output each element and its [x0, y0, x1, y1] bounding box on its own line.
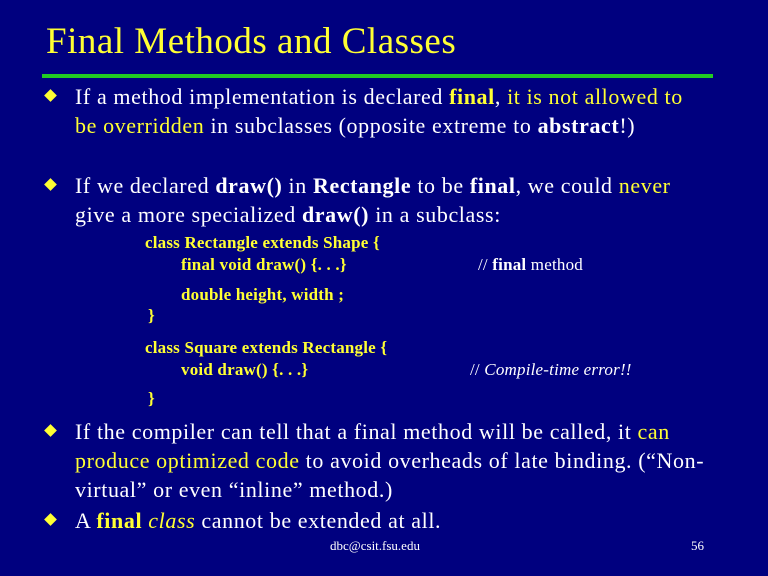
text-run: in — [282, 173, 313, 198]
text-run: If we declared — [75, 173, 216, 198]
title-underline — [42, 74, 713, 78]
code-line-2: final void draw() {. . .} — [181, 255, 347, 274]
bullet-2-text — [75, 171, 686, 229]
code-line-3: double height, width ; — [181, 285, 345, 304]
highlight-text: never — [618, 173, 671, 198]
keyword-final: final — [96, 508, 143, 533]
bullet-4 — [46, 506, 686, 535]
text-run: , we could — [515, 173, 619, 198]
bullet-2 — [46, 171, 686, 229]
text-run: give a more specialized — [75, 202, 302, 227]
bullet-3-text — [75, 417, 716, 504]
keyword-abstract: abstract — [537, 113, 620, 138]
code-line-6: void draw() {. . .} — [181, 360, 309, 379]
keyword-class: class — [148, 508, 196, 533]
comment-keyword-final: final — [492, 255, 527, 274]
code-comment-2 — [470, 359, 632, 381]
text-run: to be — [411, 173, 470, 198]
bullet-1-text — [75, 82, 686, 140]
keyword-draw: draw() — [215, 173, 283, 198]
comment-error-text: Compile-time error!! — [484, 360, 632, 379]
bullet-3 — [46, 417, 716, 504]
keyword-draw: draw() — [301, 202, 370, 227]
text-run: If the compiler can tell that a final method will be called, it — [75, 419, 638, 444]
text-run: cannot be extended at all. — [195, 508, 442, 533]
text-run: in subclasses (opposite extreme to — [204, 113, 538, 138]
comment-prefix: // — [478, 255, 493, 274]
text-run: in a subclass: — [369, 202, 501, 227]
code-line-4: } — [148, 306, 155, 325]
diamond-bullet-icon — [44, 178, 57, 191]
text-run: to avoid overheads of late binding. (“Non-virtual” or even “inline” method.) — [75, 448, 705, 502]
footer-email: dbc@csit.fsu.edu — [330, 538, 420, 553]
highlight-text: can produce optimized code — [75, 419, 670, 473]
diamond-bullet-icon — [44, 513, 57, 526]
diamond-bullet-icon — [44, 424, 57, 437]
keyword-final: final — [449, 84, 495, 109]
code-line-5: class Square extends Rectangle { — [145, 338, 388, 357]
diamond-bullet-icon — [44, 89, 57, 102]
comment-prefix: // — [470, 360, 485, 379]
highlight-text: it is not allowed to be overridden — [75, 84, 683, 138]
text-run: A — [75, 508, 97, 533]
text-run: , — [494, 84, 508, 109]
slide-title: Final Methods and Classes — [46, 21, 457, 62]
bullet-4-text — [75, 506, 686, 535]
keyword-final: final — [469, 173, 516, 198]
code-line-7: } — [148, 389, 155, 408]
keyword-rectangle: Rectangle — [312, 173, 412, 198]
code-comment-1 — [478, 254, 583, 276]
footer-page-number: 56 — [691, 538, 704, 553]
bullet-1 — [46, 82, 686, 140]
comment-text: method — [526, 255, 584, 274]
code-line-1: class Rectangle extends Shape { — [145, 233, 380, 252]
text-run: If a method implementation is declared — [75, 84, 450, 109]
text-run: !) — [619, 113, 636, 138]
